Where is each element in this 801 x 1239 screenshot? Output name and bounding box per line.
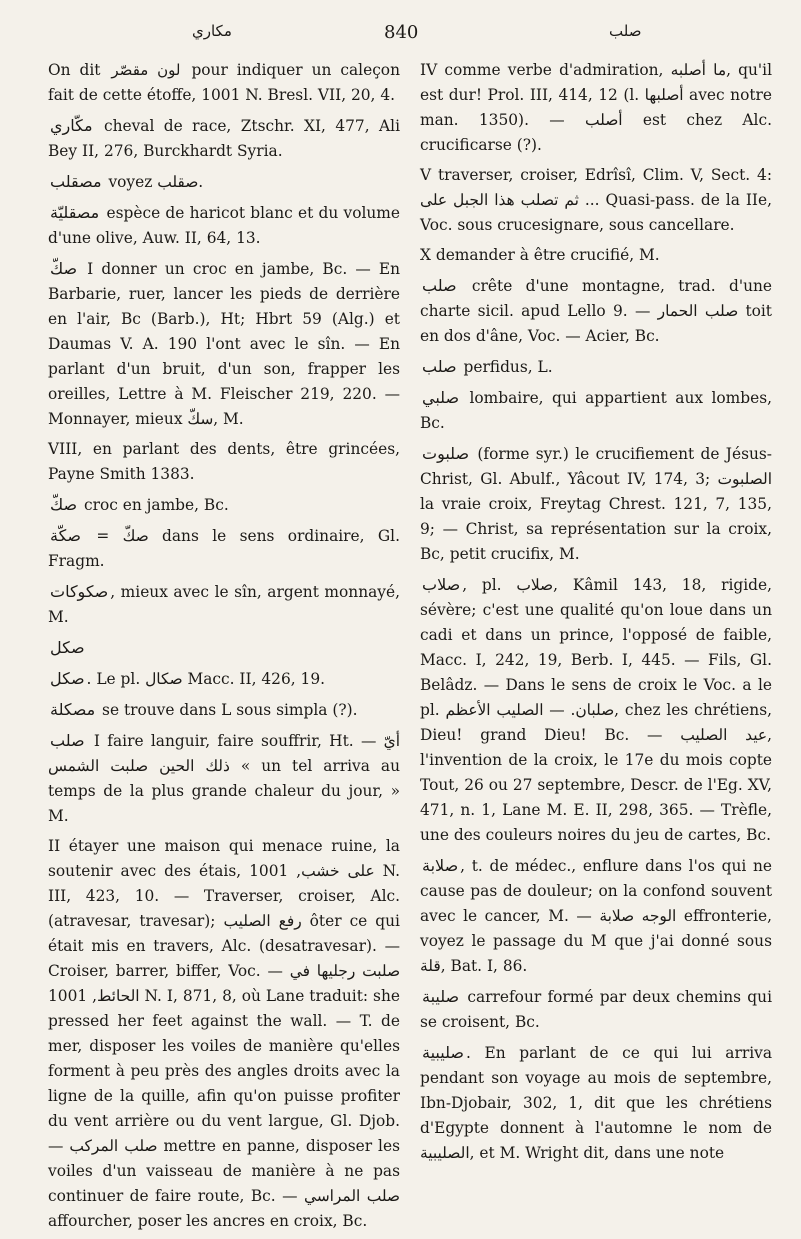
headword: مصكلة [50, 700, 96, 719]
headword: صلب [422, 357, 457, 376]
entry: صلبوت (forme syr.) le crucifiement de Jésus-Christ, Gl. Abulf., Yâcout IV, 174, 3; الصلبوت la vraie croix, Freytag Chrest. 121, 7, 135, 9; — Christ, sa représentation sur la croix, Bc, petit crucifix, M. [420, 441, 772, 567]
entry: On dit لون مقصّر pour indiquer un caleçon fait de cette étoffe, 1001 N. Bresl. VII, 20, 4. [48, 61, 400, 104]
entry: صلب crête d'une montagne, trad. d'une charte sicil. apud Lello 9. — صلب الحمار toit en dos d'âne, Voc. — Acier, Bc. [420, 273, 772, 349]
running-head-right: صلب [609, 22, 642, 40]
left-column [48, 58, 400, 1239]
entry: صكّ croc en jambe, Bc. [48, 492, 400, 518]
headword: صلاب [422, 575, 461, 594]
page-header [0, 22, 801, 46]
entry: IV comme verbe d'admiration, ما أصلبه, qu'il est dur! Prol. III, 414, 12 (l. أصلبها avec notre man. 1350). — أصلب est chez Alc. crucificarse (?). [420, 61, 773, 154]
entry: مكّاري cheval de race, Ztschr. XI, 477, Ali Bey II, 276, Burckhardt Syria. [48, 113, 400, 164]
entry: صلب I faire languir, faire souffrir, Ht. — أيّ ذلك الحين صلبت الشمس « un tel arriva au temps de la plus grande chaleur du jour, » M. [48, 728, 400, 829]
entry: صلبي lombaire, qui appartient aux lombes, Bc. [420, 385, 772, 436]
entry: صليبية . En parlant de ce qui lui arriva pendant son voyage au mois de septembre, Ibn-Djobair, 302, 1, dit que les chrétiens d'Egypte donnent à l'automne le nom de الصليبية, et M. Wright dit, dans une note [420, 1040, 772, 1166]
entry: صلاب , pl. صلاب, Kâmil 143, 18, rigide, sévère; c'est une qualité qu'on loue dans un cadi et dans un prince, l'opposé de faible, Macc. I, 242, 19, Berb. I, 445. — Fils, Gl. Belâdz. — Dans le sens de croix le Voc. a le pl. صلبان. — الصليب الأعظم, chez les chrétiens, Dieu! grand Dieu! Bc. — عيد الصليب, l'invention de la croix, le 17e du mois copte Tout, 26 ou 27 septembre, Descr. de l'Eg. XV, 471, n. 1, Lane M. E. II, 298, 365. — Trèfle, une des couleurs noires du jeu de cartes, Bc. [420, 572, 772, 848]
entry: V traverser, croiser, Edrîsî, Clim. V, Sect. 4: ثم تصلب هذا الجبل على ... Quasi-pass. de la IIe, Voc. sous crucesignare, sous cancellare. [420, 166, 772, 234]
headword: مصقلب [50, 172, 102, 191]
headword: صكّ [50, 495, 78, 514]
entry: مصقليّة espèce de haricot blanc et du volume d'une olive, Auw. II, 64, 13. [48, 200, 400, 251]
right-column [420, 58, 772, 1171]
headword: مصقليّة [50, 203, 100, 222]
headword: صكل [50, 669, 85, 688]
headword: صكل [50, 638, 85, 657]
entry: صكّ I donner un croc en jambe, Bc. — En Barbarie, ruer, lancer les pieds de derrière en l'air, Bc (Barb.), Ht; Hbrt 59 (Alg.) et Daumas V. A. 190 l'ont avec le sîn. — En parlant d'un bruit, d'un son, frapper les oreilles, Lettre à M. Fleischer 219, 220. — Monnayer, mieux سكّ, M. [48, 256, 400, 432]
headword: صليبة [422, 987, 460, 1006]
entry: صكوكات , mieux avec le sîn, argent monnayé, M. [48, 579, 400, 630]
entry [48, 635, 400, 661]
entry: صلب perfidus, L. [420, 354, 772, 380]
page-number: 840 [384, 22, 419, 43]
entry: صكل . Le pl. صكال Macc. II, 426, 19. [48, 666, 400, 692]
headword: صلبوت [422, 444, 470, 463]
headword: صلبي [422, 388, 460, 407]
headword: مكّاري [50, 116, 93, 135]
headword: صلب [50, 731, 85, 750]
headword: صلب [422, 276, 457, 295]
entry: صلابة , t. de médec., enflure dans l'os qui ne cause pas de douleur; on la confond souvent avec le cancer, M. — الوجه صلابة effronterie, voyez le passage du M que j'ai donné sous قلة, Bat. I, 86. [420, 853, 772, 979]
entry: صليبة carrefour formé par deux chemins qui se croisent, Bc. [420, 984, 772, 1035]
headword: صليبية [422, 1043, 464, 1062]
headword: صكّة [50, 526, 81, 545]
entry: مصكلة se trouve dans L sous simpla (?). [48, 697, 400, 723]
entry: مصقلب voyez صقلب. [48, 169, 400, 195]
entry: X demander à être crucifié, M. [420, 246, 660, 264]
entry: VIII, en parlant des dents, être grincées, Payne Smith 1383. [48, 440, 400, 483]
entry: صكّة = صكّ dans le sens ordinaire, Gl. Fragm. [48, 523, 400, 574]
headword: صلابة [422, 856, 459, 875]
entry: II étayer une maison qui menace ruine, la soutenir avec des étais, على خشب, 1001 N. III, 423, 10. — Traverser, croiser, Alc. (atravesar, travesar); رفع الصليب ôter ce qui était mis en travers, Alc. (desatravesar). — Croiser, barrer, biffer, Voc. — صلبت رجليها في الحائط, 1001 N. I, 871, 8, où Lane traduit: she pressed her feet against the wall. — T. de mer, disposer les voiles de manière qu'elles forment à peu près des angles droits avec la ligne de la quille, afin qu'on puisse profiter du vent arrière ou du vent largue, Gl. Djob. — صلب المركب mettre en panne, disposer les voiles d'un vaisseau de manière à ne pas continuer de faire route, Bc. — صلب المراسي affourcher, poser les ancres en croix, Bc. [48, 837, 401, 1230]
running-head-left: مكاري [192, 22, 232, 40]
headword: صكّ [50, 259, 78, 278]
headword: صكوكات [50, 582, 109, 601]
